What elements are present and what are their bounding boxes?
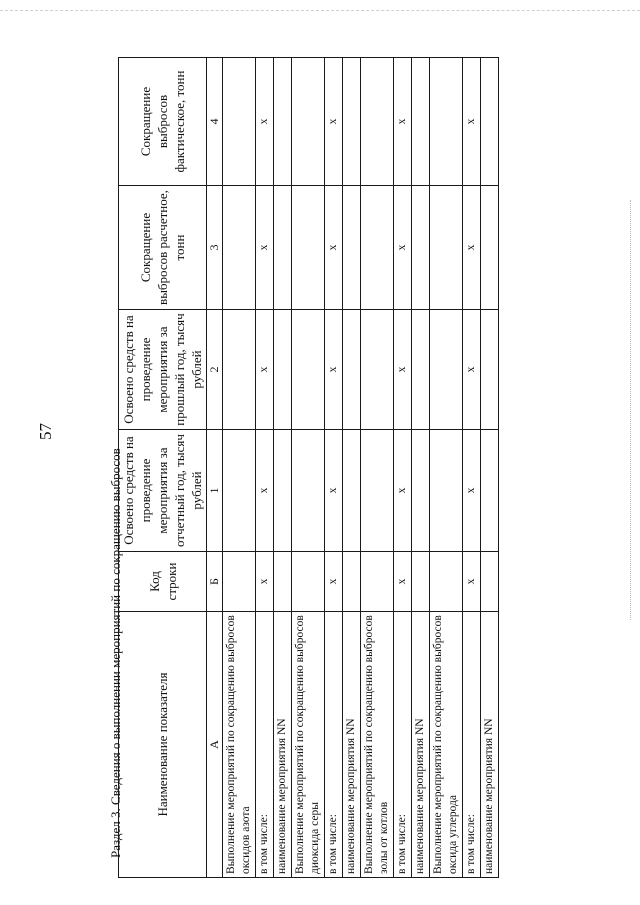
row-value-2 — [412, 310, 430, 430]
row-value-1 — [292, 430, 325, 552]
header-funds-reporting-year: Освоено средств на проведение мероприятия за отчетный год, тысяч рублей — [119, 430, 207, 552]
row-value-1: х — [325, 430, 343, 552]
table-row — [292, 58, 325, 878]
row-indicator-name: Выполнение мероприятий по сокращению выбросов оксидов азота — [223, 612, 256, 878]
row-value-1 — [412, 430, 430, 552]
row-code-cell — [361, 552, 394, 612]
column-index-4: 4 — [207, 58, 223, 186]
row-code-cell — [412, 552, 430, 612]
row-value-4: х — [325, 58, 343, 186]
table-row — [430, 58, 463, 878]
row-value-1 — [343, 430, 361, 552]
table-row — [223, 58, 256, 878]
row-value-4 — [223, 58, 256, 186]
row-indicator-name: в том числе: — [394, 612, 412, 878]
row-value-2: х — [325, 310, 343, 430]
row-value-1 — [274, 430, 292, 552]
row-indicator-name: наименование мероприятия NN — [343, 612, 361, 878]
table-row — [256, 58, 274, 878]
row-value-4 — [292, 58, 325, 186]
row-code-cell — [292, 552, 325, 612]
row-value-4: х — [463, 58, 481, 186]
row-code-cell — [343, 552, 361, 612]
row-indicator-name: в том числе: — [256, 612, 274, 878]
row-indicator-name: Выполнение мероприятий по сокращению выбросов диоксида серы — [292, 612, 325, 878]
row-indicator-name: Выполнение мероприятий по сокращению выбросов оксида углерода — [430, 612, 463, 878]
row-value-4 — [361, 58, 394, 186]
scan-edge-line — [0, 10, 640, 11]
emissions-reduction-table — [118, 57, 499, 878]
row-value-4 — [412, 58, 430, 186]
header-reduction-actual: Сокращение выбросов фактическое, тонн — [119, 58, 207, 186]
row-code-cell — [274, 552, 292, 612]
row-value-2 — [292, 310, 325, 430]
row-value-1 — [430, 430, 463, 552]
header-funds-previous-year: Освоено средств на проведение мероприятия за прошлый год, тысяч рублей — [119, 310, 207, 430]
row-value-3: х — [463, 186, 481, 310]
row-value-3 — [223, 186, 256, 310]
row-value-1 — [481, 430, 499, 552]
column-index-2: 2 — [207, 310, 223, 430]
row-value-4 — [274, 58, 292, 186]
row-value-3 — [361, 186, 394, 310]
row-value-2 — [343, 310, 361, 430]
row-value-1 — [361, 430, 394, 552]
row-value-3 — [412, 186, 430, 310]
row-value-4 — [343, 58, 361, 186]
row-value-3 — [481, 186, 499, 310]
row-indicator-name: в том числе: — [325, 612, 343, 878]
row-code-cell: х — [325, 552, 343, 612]
row-code-cell: х — [256, 552, 274, 612]
table-row — [343, 58, 361, 878]
row-value-3 — [274, 186, 292, 310]
column-index-b: Б — [207, 552, 223, 612]
row-code-cell — [223, 552, 256, 612]
table-row — [325, 58, 343, 878]
table-row — [481, 58, 499, 878]
row-code-cell — [430, 552, 463, 612]
row-indicator-name: наименование мероприятия NN — [274, 612, 292, 878]
row-value-1 — [223, 430, 256, 552]
header-row-code: Код строки — [119, 552, 207, 612]
header-reduction-estimated: Сокращение выбросов расчетное, тонн — [119, 186, 207, 310]
header-row — [119, 58, 207, 878]
row-value-4: х — [394, 58, 412, 186]
column-index-row — [207, 58, 223, 878]
row-value-2 — [430, 310, 463, 430]
page-number: 57 — [36, 423, 55, 440]
row-value-2: х — [256, 310, 274, 430]
row-value-3: х — [325, 186, 343, 310]
row-value-1: х — [256, 430, 274, 552]
row-value-1: х — [463, 430, 481, 552]
row-value-2 — [361, 310, 394, 430]
table-row — [412, 58, 430, 878]
row-value-3 — [343, 186, 361, 310]
row-code-cell: х — [394, 552, 412, 612]
row-value-2: х — [463, 310, 481, 430]
row-indicator-name: в том числе: — [463, 612, 481, 878]
column-index-3: 3 — [207, 186, 223, 310]
table-row — [361, 58, 394, 878]
table-row — [394, 58, 412, 878]
row-value-2 — [274, 310, 292, 430]
row-code-cell: х — [463, 552, 481, 612]
header-indicator-name: Наименование показателя — [119, 612, 207, 878]
row-value-4 — [430, 58, 463, 186]
column-index-a: А — [207, 612, 223, 878]
section-title: Раздел 3. Сведения о выполнении мероприятий по сокращению выбросов — [108, 448, 123, 858]
table-row — [463, 58, 481, 878]
row-code-cell — [481, 552, 499, 612]
column-index-1: 1 — [207, 430, 223, 552]
scan-edge-dots — [630, 200, 631, 620]
row-indicator-name: наименование мероприятия NN — [481, 612, 499, 878]
row-value-2 — [481, 310, 499, 430]
row-indicator-name: наименование мероприятия NN — [412, 612, 430, 878]
table-row — [274, 58, 292, 878]
row-value-1: х — [394, 430, 412, 552]
row-indicator-name: Выполнение мероприятий по сокращению выбросов золы от котлов — [361, 612, 394, 878]
row-value-3: х — [256, 186, 274, 310]
row-value-3 — [430, 186, 463, 310]
row-value-4 — [481, 58, 499, 186]
row-value-3: х — [394, 186, 412, 310]
row-value-4: х — [256, 58, 274, 186]
row-value-3 — [292, 186, 325, 310]
rotated-table-wrapper — [118, 58, 495, 878]
row-value-2 — [223, 310, 256, 430]
row-value-2: х — [394, 310, 412, 430]
